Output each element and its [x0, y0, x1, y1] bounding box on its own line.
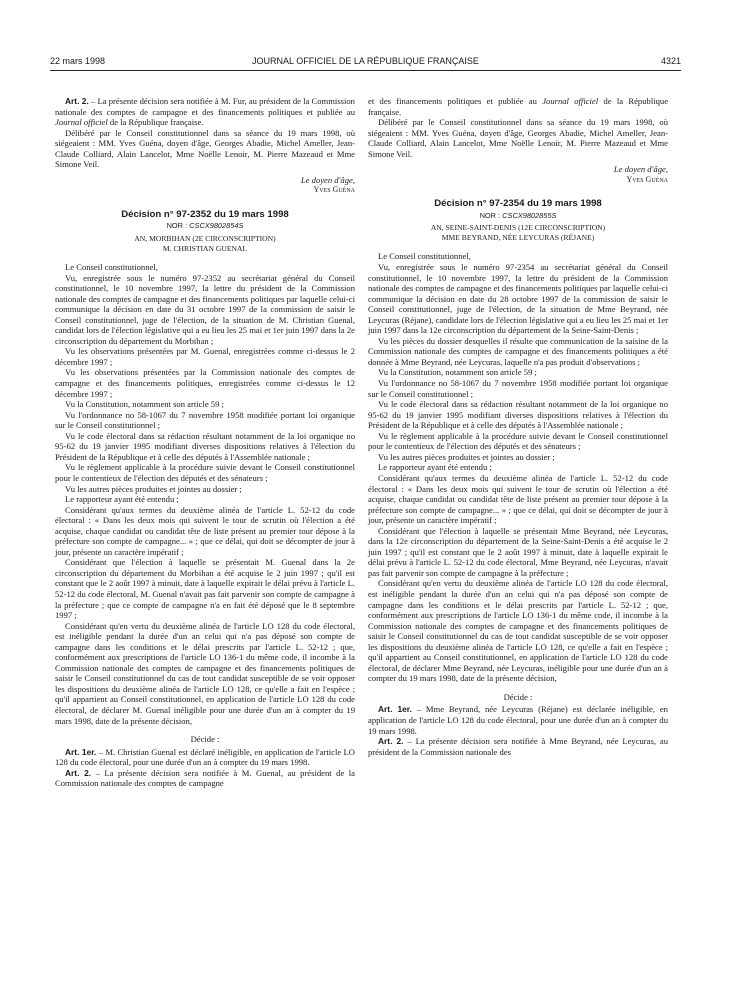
paragraph: Vu le code électoral dans sa rédaction résultant notamment de la loi organique no 95-62 du 19 janvier 1995 modifiant diverses dispositions relatives à l'élection du Président de la République et à celle des députés à l'Assemblée nationale ;: [55, 430, 355, 462]
decide-heading: Décide :: [190, 734, 220, 745]
right-column: [368, 96, 668, 757]
paragraph: Vu, enregistrée sous le numéro 97-2354 au secrétariat général du Conseil constitutionnel, le 10 novembre 1997, la lettre du président de la Commission nationale des comptes de campagne et des financements politiques par laquelle celui-ci communique la décision en date du 28 octobre 1997 de la commission de saisir le Conseil constitutionnel, juge de l'élection, de la situation de Mme Beyrand, née Leycuras (Réjane), candidate lors de l'élection législative qui a eu lieu les 25 mai et 1er juin 1997 dans la 12e circonscription du département de la Seine-Saint-Denis ;: [368, 262, 668, 336]
header-rule: [50, 70, 681, 71]
paragraph: Considérant qu'aux termes du deuxième alinéa de l'article L. 52-12 du code électoral : « Dans les deux mois qui suivent le tour de scrutin où l'élection a été acquise, chaque candidat ou candidat tête de liste présent au premier tour dépose à la préfecture son compte de campagne... » ; que ce délai, qui doit se décompter de jour à jour, présente un caractère impératif ;: [368, 472, 668, 526]
candidate-name: MME BEYRAND, NÉE LEYCURAS (RÉJANE): [441, 233, 595, 243]
decide-heading: Décide :: [503, 691, 533, 702]
header-journal-title: JOURNAL OFFICIEL DE LA RÉPUBLIQUE FRANÇAISE: [252, 56, 479, 66]
paragraph: Vu le règlement applicable à la procédure suivie devant le Conseil constitutionnel pour le contentieux de l'élection des députés et des sénateurs ;: [368, 430, 668, 452]
paragraph: Vu l'ordonnance no 58-1067 du 7 novembre 1958 modifiée portant loi organique sur le Conseil constitutionnel ;: [55, 409, 355, 431]
previous-article-2: Art. 2. – La présente décision sera notifiée à M. Fur, au président de la Commission nationale des comptes de campagne et des financements politiques et publiée au Journal officiel de la République française.: [55, 96, 355, 128]
paragraph: Le rapporteur ayant été entendu ;: [65, 494, 179, 505]
signature-name: Yves Guéna: [313, 185, 355, 195]
paragraph: Vu les observations présentées par la Commission nationale des comptes de campagne et des financements politiques, enregistrées comme ci-dessus le 12 décembre 1997 ;: [55, 367, 355, 399]
paragraph: Vu les autres pièces produites et jointes au dossier ;: [65, 483, 242, 494]
header-page-number: 4321: [660, 56, 681, 66]
constituency: AN, SEINE-SAINT-DENIS (12E CIRCONSCRIPTION): [430, 223, 606, 233]
article-2: Art. 2. – La présente décision sera notifiée à Mme Beyrand, née Leycuras, au président de la Commission nationale des: [368, 736, 668, 757]
nor-reference: NOR : CSCX9802854S: [166, 221, 244, 231]
paragraph: Vu le règlement applicable à la procédure suivie devant le Conseil constitutionnel pour le contentieux de l'élection des députés et des sénateurs ;: [55, 462, 355, 483]
paragraph: Considérant qu'en vertu du deuxième alinéa de l'article LO 128 du code électoral, est inéligible pendant la durée d'un an celui qui n'a pas déposé son compte de campagne dans les conditions et le délai prescrits par l'article L. 52-12 ; que, conformément aux prescriptions de l'article LO 136-1 du même code, il incombe à la Commission nationale des comptes de campagne et des financements politiques de saisir le Conseil constitutionnel du cas de tout candidat susceptible de se voir opposer les dispositions du deuxième alinéa de l'article LO 128, ce qu'elle a fait en l'espèce ; qu'il appartient au Conseil constitutionnel, en application de l'article LO 128 du code électoral, de déclarer M. Guenal inéligible pour une durée d'un an à compter du 19 mars 1998, date de la présente décision,: [55, 620, 355, 726]
paragraph: Vu, enregistrée sous le numéro 97-2352 au secrétariat général du Conseil constitutionnel, le 10 novembre 1997, la lettre du président de la Commission nationale des comptes de campagne et des financements politiques par laquelle celui-ci communique la décision en date du 31 octobre 1997 de la commission de saisir le Conseil constitutionnel, juge de l'élection, de la situation de M. Christian Guenal, candidat lors de l'élection législative qui a eu lieu les 25 mai et 1er juin 1997 dans la 2e circonscription du département du Morbihan ;: [55, 272, 355, 346]
constituency: AN, MORBIHAN (2E CIRCONSCRIPTION): [134, 234, 276, 244]
candidate-name: M. CHRISTIAN GUENAL: [162, 244, 248, 254]
decision-title: Décision n° 97-2354 du 19 mars 1998: [434, 198, 602, 210]
signature-role: Le doyen d'âge,: [300, 174, 355, 185]
paragraph: Considérant que l'élection à laquelle se présentait Mme Beyrand, née Leycuras, dans la 12e circonscription du département de la Seine-Saint-Denis a été acquise le 2 juin 1997 ; qu'il est constant que le 2 août 1997 à minuit, date à laquelle expirait le délai prévu à l'article L. 52-12 du code électoral, Mme Beyrand, née Leycuras, n'avait pas fait parvenir son compte de campagne à la préfecture ;: [368, 525, 668, 578]
paragraph: Vu les observations présentées par M. Guenal, enregistrées comme ci-dessus le 2 décembre 1997 ;: [55, 346, 355, 367]
paragraph: Le rapporteur ayant été entendu ;: [378, 462, 492, 473]
article-1: Art. 1er. – Mme Beyrand, née Leycuras (Réjane) est déclarée inéligible, en application de l'article LO 128 du code électoral, pour une durée d'un an à compter du 19 mars 1998.: [368, 704, 668, 736]
paragraph: Vu la Constitution, notamment son article 59 ;: [65, 399, 224, 410]
paragraph: Considérant qu'aux termes du deuxième alinéa de l'article L. 52-12 du code électoral : « Dans les deux mois qui suivent le tour de scrutin où l'élection a été acquise, chaque candidat ou candidat tête de liste présent au premier tour dépose à la préfecture son compte de campagne... » ; que ce délai, qui doit se décompter de jour à jour, présente un caractère impératif ;: [55, 504, 355, 557]
paragraph: Vu les pièces du dossier desquelles il résulte que communication de la saisine de la Commission nationale des comptes de campagne et des financements politiques a été donnée à Mme Beyrand, née Leycuras, laquelle n'a pas produit d'observations ;: [368, 335, 668, 367]
article-2: Art. 2. – La présente décision sera notifiée à M. Guenal, au président de la Commission nationale des comptes de campagne: [55, 767, 355, 789]
paragraph: Vu l'ordonnance no 58-1067 du 7 novembre 1958 modifiée portant loi organique sur le Conseil constitutionnel ;: [368, 378, 668, 399]
left-column: [55, 96, 355, 789]
deliberation: Délibéré par le Conseil constitutionnel dans sa séance du 19 mars 1998, où siégeaient : MM. Yves Guéna, doyen d'âge, Georges Abadie, Michel Ameller, Jean-Claude Colliard, Alain Lancelot, Mme Noëlle Lenoir, M. Pierre Mazeaud et Mme Simone Veil.: [368, 117, 668, 159]
deliberation: Délibéré par le Conseil constitutionnel dans sa séance du 19 mars 1998, où siégeaient : MM. Yves Guéna, doyen d'âge, Georges Abadie, Michel Ameller, Jean-Claude Colliard, Alain Lancelot, Mme Noëlle Lenoir, M. Pierre Mazeaud et Mme Simone Veil.: [55, 127, 355, 170]
paragraph: Vu la Constitution, notamment son article 59 ;: [378, 367, 537, 378]
article-1: Art. 1er. – M. Christian Guenal est déclaré inéligible, en application de l'article LO 128 du code électoral, pour une durée d'un an à compter du 19 mars 1998.: [55, 746, 355, 768]
continued-article-2: et des financements politiques et publiée au Journal officiel de la République française.: [368, 96, 669, 117]
paragraph: Vu les autres pièces produites et jointes au dossier ;: [378, 451, 555, 462]
decision-title: Décision n° 97-2352 du 19 mars 1998: [121, 208, 289, 220]
paragraph: Considérant qu'en vertu du deuxième alinéa de l'article LO 128 du code électoral, est inéligible pendant la durée d'un an celui qui n'a pas déposé son compte de campagne dans les conditions et le délai prescrits par l'article L. 52-12 ; que, conformément aux prescriptions de l'article LO 136-1 du même code, il incombe à la Commission nationale des comptes de campagne et des financements politiques de saisir le Conseil constitutionnel du cas de tout candidat susceptible de se voir opposer les dispositions du deuxième alinéa de l'article LO 128, ce qu'elle a fait en l'espèce ; qu'il appartient au Conseil constitutionnel, en application de l'article LO 128 du code électoral, de déclarer Mme Beyrand, née Leycuras, inéligible pour une durée d'un an à compter du 19 mars 1998, date de la présente décision,: [368, 578, 668, 684]
signature-role: Le doyen d'âge,: [613, 164, 668, 175]
header-date: 22 mars 1998: [50, 56, 106, 66]
opening: Le Conseil constitutionnel,: [65, 262, 158, 273]
paragraph: Considérant que l'élection à laquelle se présentait M. Guenal dans la 2e circonscription du département du Morbihan a été acquise le 2 juin 1997 ; qu'il est constant que le 2 août 1997 à minuit, date à laquelle expirait le délai prévu à l'article L. 52-12 du code électoral, M. Guenal n'avait pas fait parvenir son compte de campagne à la préfecture ; que ce compte de campagne n'a en fait été déposé que le 8 septembre 1997 ;: [55, 557, 355, 621]
paragraph: Vu le code électoral dans sa rédaction résultant notamment de la loi organique no 95-62 du 19 janvier 1995 modifiant diverses dispositions relatives à l'élection du Président de la République et à celle des députés à l'Assemblée nationale ;: [368, 399, 668, 431]
nor-reference: NOR : CSCX9802855S: [479, 210, 557, 220]
signature-name: Yves Guéna: [626, 174, 668, 184]
opening: Le Conseil constitutionnel,: [378, 251, 471, 262]
page-header: [50, 56, 681, 70]
